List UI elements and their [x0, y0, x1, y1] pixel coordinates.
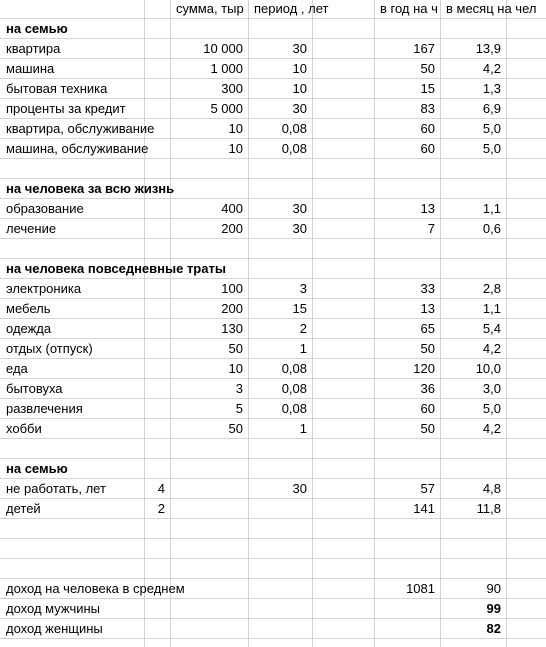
period-cell[interactable]: 30	[292, 41, 307, 56]
header-per-year[interactable]: в год на ч	[380, 1, 438, 16]
row-label[interactable]: бытовуха	[6, 381, 63, 396]
table-row	[0, 319, 546, 339]
period-cell[interactable]: 30	[292, 201, 307, 216]
header-period[interactable]: период , лет	[254, 1, 329, 16]
row-label[interactable]: образование	[6, 201, 84, 216]
table-row	[0, 139, 546, 159]
per-year-cell[interactable]: 57	[420, 481, 435, 496]
table-row	[0, 39, 546, 59]
sum-cell[interactable]: 300	[221, 81, 243, 96]
per-month-cell[interactable]: 82	[486, 621, 501, 636]
period-cell[interactable]: 30	[292, 481, 307, 496]
row-label[interactable]: хобби	[6, 421, 42, 436]
header-sum[interactable]: сумма, тыр	[176, 1, 244, 16]
table-row	[0, 399, 546, 419]
row-label[interactable]: машина, обслуживание	[6, 141, 149, 156]
header-row	[0, 0, 546, 19]
per-month-cell[interactable]: 4,2	[482, 341, 501, 356]
period-cell[interactable]: 15	[292, 301, 307, 316]
sum-cell[interactable]: 5 000	[210, 101, 243, 116]
row-label[interactable]: не работать, лет	[6, 481, 106, 496]
period-cell[interactable]: 30	[292, 101, 307, 116]
table-row	[0, 99, 546, 119]
table-row	[0, 59, 546, 79]
period-cell[interactable]: 3	[299, 281, 307, 296]
section-title[interactable]: на человека за всю жизнь	[6, 181, 175, 196]
table-row	[0, 359, 546, 379]
per-month-cell[interactable]: 5,4	[482, 321, 501, 336]
per-month-cell[interactable]: 1,3	[482, 81, 501, 96]
per-year-cell[interactable]: 36	[420, 381, 435, 396]
sum-cell[interactable]: 10	[228, 121, 243, 136]
per-month-cell[interactable]: 11,8	[476, 501, 501, 516]
row-label[interactable]: еда	[6, 361, 28, 376]
period-cell[interactable]: 0,08	[281, 361, 307, 376]
per-year-cell[interactable]: 60	[420, 141, 435, 156]
per-year-cell[interactable]: 13	[420, 301, 435, 316]
sum-cell[interactable]: 10	[228, 141, 243, 156]
table-row	[0, 159, 546, 179]
table-row	[0, 599, 546, 619]
row-label[interactable]: машина	[6, 61, 55, 76]
count-cell[interactable]: 4	[157, 481, 165, 496]
per-month-cell[interactable]: 4,2	[482, 61, 501, 76]
table-row	[0, 539, 546, 559]
sum-cell[interactable]: 50	[228, 421, 243, 436]
per-year-cell[interactable]: 50	[420, 421, 435, 436]
per-month-cell[interactable]: 90	[486, 581, 501, 596]
period-cell[interactable]: 1	[299, 421, 307, 436]
sum-cell[interactable]: 100	[221, 281, 243, 296]
period-cell[interactable]: 0,08	[281, 121, 307, 136]
table-row	[0, 559, 546, 579]
per-month-cell[interactable]: 13,9	[475, 41, 501, 56]
period-cell[interactable]: 0,08	[281, 401, 307, 416]
row-label[interactable]: развлечения	[6, 401, 83, 416]
sum-cell[interactable]: 200	[221, 301, 243, 316]
table-row	[0, 119, 546, 139]
row-label[interactable]: доход женщины	[6, 621, 103, 636]
table-row	[0, 219, 546, 239]
period-cell[interactable]: 30	[292, 221, 307, 236]
period-cell[interactable]: 1	[299, 341, 307, 356]
section-row	[0, 259, 546, 279]
per-month-cell[interactable]: 3,0	[482, 381, 501, 396]
table-row	[0, 279, 546, 299]
section-title[interactable]: на человека повседневные траты	[6, 261, 226, 276]
per-year-cell[interactable]: 141	[413, 501, 435, 516]
per-year-cell[interactable]: 1081	[406, 581, 435, 596]
count-cell[interactable]: 2	[157, 501, 165, 516]
per-year-cell[interactable]: 15	[420, 81, 435, 96]
row-label[interactable]: доход мужчины	[6, 601, 101, 616]
table-row	[0, 79, 546, 99]
section-row	[0, 179, 546, 199]
table-row	[0, 299, 546, 319]
per-month-cell[interactable]: 5,0	[482, 401, 501, 416]
row-label[interactable]: отдых (отпуск)	[6, 341, 93, 356]
sum-cell[interactable]: 10 000	[203, 41, 243, 56]
section-title[interactable]: на семью	[6, 461, 68, 476]
row-label[interactable]: проценты за кредит	[6, 101, 126, 116]
table-row	[0, 479, 546, 499]
row-label[interactable]: квартира	[6, 41, 61, 56]
table-row	[0, 239, 546, 259]
per-month-cell[interactable]: 1,1	[482, 301, 501, 316]
per-month-cell[interactable]: 4,2	[482, 421, 501, 436]
per-month-cell[interactable]: 5,0	[482, 121, 501, 136]
per-month-cell[interactable]: 2,8	[482, 281, 501, 296]
per-year-cell[interactable]: 120	[413, 361, 435, 376]
row-label[interactable]: бытовая техника	[6, 81, 108, 96]
per-month-cell[interactable]: 5,0	[482, 141, 501, 156]
per-year-cell[interactable]: 167	[413, 41, 435, 56]
per-month-cell[interactable]: 10,0	[475, 361, 501, 376]
sum-cell[interactable]: 50	[228, 341, 243, 356]
sum-cell[interactable]: 200	[221, 221, 243, 236]
sum-cell[interactable]: 3	[235, 381, 243, 396]
table-row	[0, 519, 546, 539]
per-year-cell[interactable]: 50	[420, 341, 435, 356]
per-month-cell[interactable]: 4,8	[482, 481, 501, 496]
period-cell[interactable]: 10	[292, 61, 307, 76]
table-row	[0, 439, 546, 459]
per-year-cell[interactable]: 13	[420, 201, 435, 216]
sum-cell[interactable]: 5	[235, 401, 243, 416]
period-cell[interactable]: 2	[299, 321, 307, 336]
header-per-month[interactable]: в месяц на чел	[446, 1, 537, 16]
per-month-cell[interactable]: 1,1	[482, 201, 501, 216]
sum-cell[interactable]: 10	[228, 361, 243, 376]
period-cell[interactable]: 0,08	[281, 141, 307, 156]
sum-cell[interactable]: 130	[221, 321, 243, 336]
per-year-cell[interactable]: 83	[420, 101, 435, 116]
table-row	[0, 379, 546, 399]
row-label[interactable]: электроника	[6, 281, 82, 296]
period-cell[interactable]: 10	[292, 81, 307, 96]
per-year-cell[interactable]: 50	[420, 61, 435, 76]
table-row	[0, 339, 546, 359]
table-row	[0, 579, 546, 599]
sum-cell[interactable]: 1 000	[210, 61, 243, 76]
section-title[interactable]: на семью	[6, 21, 68, 36]
section-row	[0, 459, 546, 479]
per-year-cell[interactable]: 60	[420, 121, 435, 136]
per-month-cell[interactable]: 99	[486, 601, 501, 616]
period-cell[interactable]: 0,08	[281, 381, 307, 396]
table-row	[0, 419, 546, 439]
per-year-cell[interactable]: 60	[420, 401, 435, 416]
sum-cell[interactable]: 400	[221, 201, 243, 216]
per-year-cell[interactable]: 65	[420, 321, 435, 336]
table-row	[0, 499, 546, 519]
per-year-cell[interactable]: 33	[420, 281, 435, 296]
per-month-cell[interactable]: 6,9	[482, 101, 501, 116]
row-label[interactable]: детей	[6, 501, 41, 516]
row-label[interactable]: мебель	[6, 301, 51, 316]
per-year-cell[interactable]: 7	[427, 221, 435, 236]
row-label[interactable]: лечение	[6, 221, 57, 236]
row-label[interactable]: квартира, обслуживание	[6, 121, 155, 136]
table-row	[0, 199, 546, 219]
row-label[interactable]: доход на человека в среднем	[6, 581, 185, 596]
row-label[interactable]: одежда	[6, 321, 52, 336]
per-month-cell[interactable]: 0,6	[482, 221, 501, 236]
section-row	[0, 19, 546, 39]
table-row	[0, 619, 546, 639]
